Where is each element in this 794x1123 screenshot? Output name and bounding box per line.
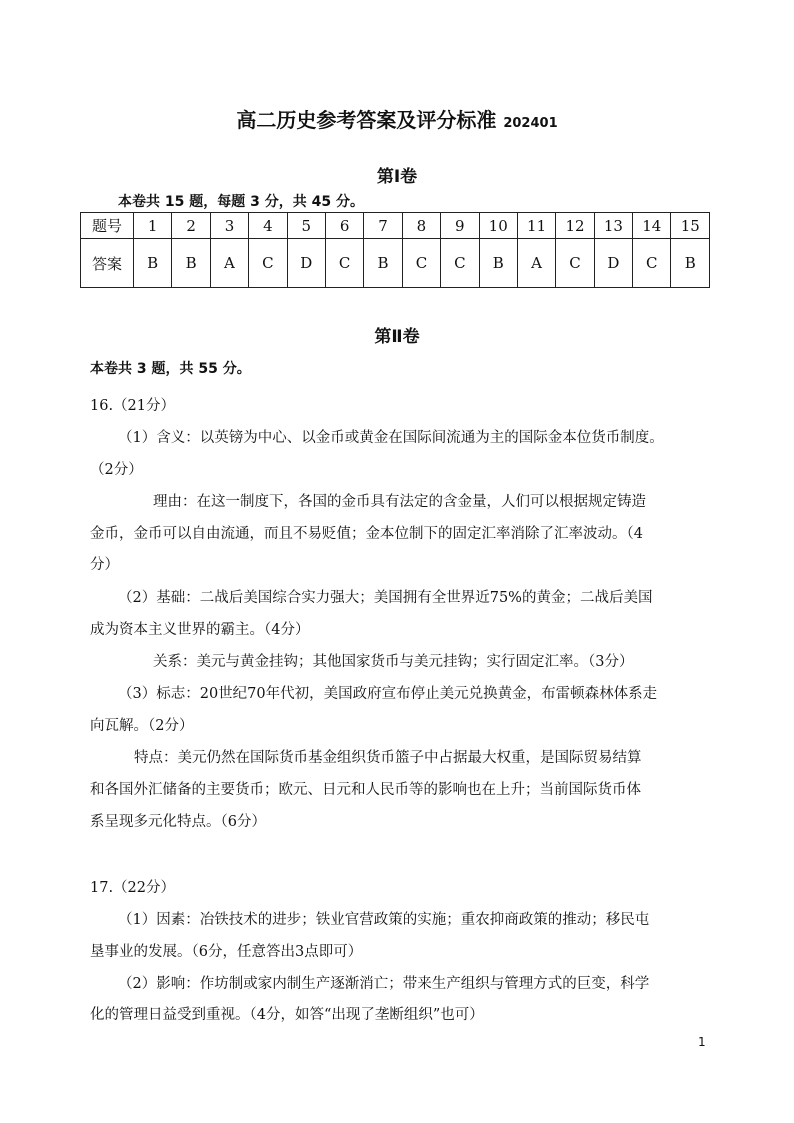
row-label-numbers: 题号 [81, 213, 134, 239]
q17-answer-1-line2: 垦事业的发展。（6分，任意答出3点即可） [90, 944, 363, 960]
q16-answer-2-line1: （2）基础：二战后美国综合实力强大；美国拥有全世界近75%的黄金；二战后美国 [118, 590, 653, 606]
q16-reason-line2: 金币，金币可以自由流通，而且不易贬值；金本位制下的固定汇率消除了汇率波动。（4 [90, 526, 643, 542]
question-number-cell: 4 [249, 213, 287, 239]
answer-cell: C [441, 239, 479, 288]
answer-cell: C [325, 239, 363, 288]
part1-heading: 第Ⅰ卷 [376, 167, 418, 187]
q16-answer-2-line2: 成为资本主义世界的霸主。（4分） [90, 622, 310, 638]
q16-answer-1: （1）含义：以英镑为中心、以金币或黄金在国际间流通为主的国际金本位货币制度。 [118, 430, 664, 446]
answer-cell: C [402, 239, 440, 288]
answer-cell: C [249, 239, 287, 288]
answer-cell: B [172, 239, 210, 288]
part2-note: 本卷共 3 题，共 55 分。 [90, 361, 251, 377]
question-number-cell: 6 [325, 213, 363, 239]
q17-answer-1-line1: （1）因素：冶铁技术的进步；铁业官营政策的实施；重农抑商政策的推动；移民屯 [118, 912, 650, 928]
q17-label: 17.（22分） [90, 880, 176, 896]
part2-heading: 第Ⅱ卷 [374, 327, 420, 347]
title-text: 高二历史参考答案及评分标准 [236, 108, 497, 132]
answer-cell: B [479, 239, 517, 288]
answer-cell: D [287, 239, 325, 288]
question-number-cell: 14 [633, 213, 671, 239]
q16-answer-3-line1: （3）标志：20世纪70年代初，美国政府宣布停止美元兑换黄金，布雷顿森林体系走 [118, 686, 658, 702]
q16-answer-1-score: （2分） [90, 462, 143, 478]
question-number-cell: 15 [671, 213, 710, 239]
part1-note: 本卷共 15 题，每题 3 分，共 45 分。 [118, 194, 364, 210]
question-number-cell: 9 [441, 213, 479, 239]
q16-relation: 关系：美元与黄金挂钩；其他国家货币与美元挂钩；实行固定汇率。（3分） [153, 654, 634, 670]
table-row-numbers [81, 213, 710, 239]
q16-reason-line1: 理由：在这一制度下，各国的金币具有法定的含金量，人们可以根据规定铸造 [153, 494, 646, 510]
question-number-cell: 13 [594, 213, 632, 239]
q16-answer-3-line2: 向瓦解。（2分） [90, 718, 194, 734]
q16-label: 16.（21分） [90, 398, 176, 414]
answer-cell: B [671, 239, 710, 288]
answer-cell: B [364, 239, 402, 288]
page-title [0, 104, 794, 133]
q17-answer-2-line1: （2）影响：作坊制或家内制生产逐渐消亡；带来生产组织与管理方式的巨变，科学 [118, 976, 650, 992]
question-number-cell: 8 [402, 213, 440, 239]
answer-cell: D [594, 239, 632, 288]
q16-feature-line2: 和各国外汇储备的主要货币；欧元、日元和人民币等的影响也在上升；当前国际货币体 [90, 782, 641, 798]
answer-cell: B [134, 239, 172, 288]
question-number-cell: 7 [364, 213, 402, 239]
answer-cell: A [210, 239, 248, 288]
answer-cell: A [517, 239, 555, 288]
q16-feature-line1: 特点：美元仍然在国际货币基金组织货币篮子中占据最大权重，是国际贸易结算 [134, 750, 642, 766]
table-row-answers [81, 239, 710, 288]
question-number-cell: 10 [479, 213, 517, 239]
question-number-cell: 12 [556, 213, 594, 239]
page-number: 1 [698, 1035, 706, 1049]
question-number-cell: 5 [287, 213, 325, 239]
answer-table [80, 212, 710, 288]
question-number-cell: 1 [134, 213, 172, 239]
q16-feature-line3: 系呈现多元化特点。（6分） [90, 814, 266, 830]
q16-reason-line3: 分） [90, 557, 119, 573]
question-number-cell: 3 [210, 213, 248, 239]
answer-cell: C [633, 239, 671, 288]
title-code: 202401 [503, 116, 558, 131]
answer-cell: C [556, 239, 594, 288]
question-number-cell: 2 [172, 213, 210, 239]
q17-answer-2-line2: 化的管理日益受到重视。（4分，如答“出现了垄断组织”也可） [90, 1007, 484, 1023]
row-label-answers: 答案 [81, 239, 134, 288]
question-number-cell: 11 [517, 213, 555, 239]
